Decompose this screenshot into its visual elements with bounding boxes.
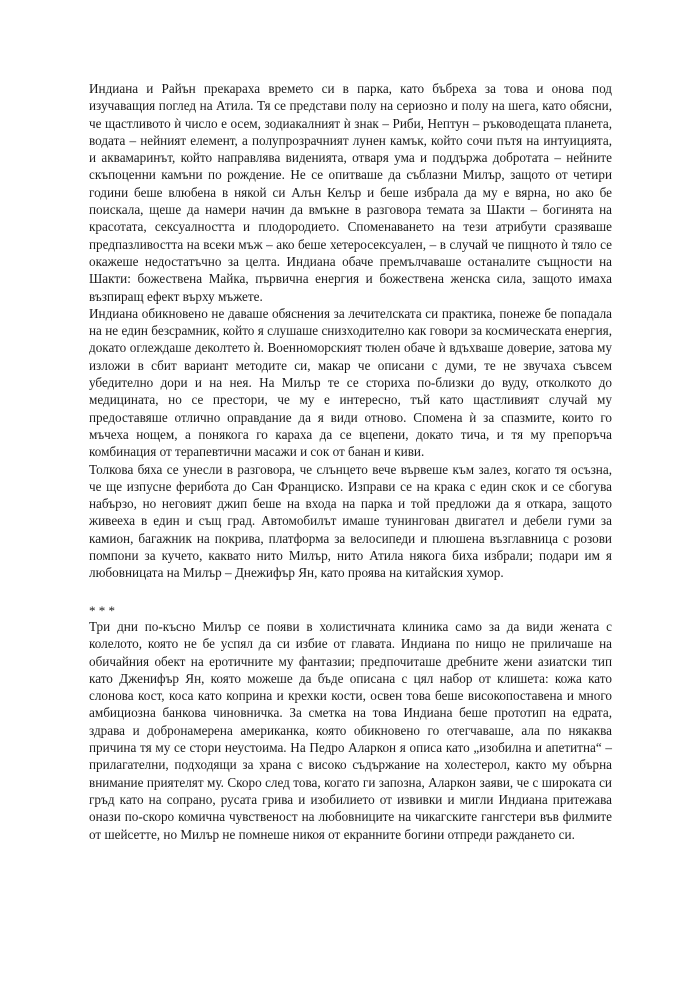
paragraph: Индиана и Райън прекараха времето си в парка, като бъбреха за това и онова под изучаващия поглед на Атила. Тя се представи полу на сериозно и полу на шега, като обясни, че щастливото ѝ число е осем, зодиакалният ѝ знак – Риби, Нептун – ръководещата планета, водата – нейният елемент, а полупрозрачният лунен камък, който сочи пътя на интуицията, и аквамаринът, който направлява виденията, отваря ума и поддържа добротата – нейните скъпоценни камъни по рождение. Не се опитваше да съблазни Милър, защото от четири години беше влюбена в някой си Алън Келър и беше избрала да му е вярна, но ако бе поискала, щеше да намери начин да вмъкне в разговора темата за Шакти – богинята на красотата, сексуалността и плодородието. Споменаването на тези атрибути сразяваше предпазливостта на всеки мъж – ако беше хетеросексуален, – в случай че пищното ѝ тяло се окажеше недостатъчно за целта. Индиана обаче премълчаваше останалите същности на Шакти: божествена Майка, първична енергия и божествена женска сила, защото имаха възпиращ ефект върху мъжете. [89,81,612,304]
section-1 [89,80,612,582]
section-separator: * * * [89,603,115,618]
section-2 [89,618,612,843]
paragraph: Толкова бяха се унесли в разговора, че слънцето вече вървеше към залез, когато тя осъзна, че ще изпусне фериботa до Сан Франциско. Изправи се на крака с един скок и се сбогува набързо, но неговият джип беше на входа на парка и той предложи да я откара, защото живееха в един и същ град. Автомобилът имаше тунингован двигател и дебели гуми за камион, багажник на покрива, платформа за велосипеди и плюшена възглавница с розови помпони за кучето, каквато нито Милър, нито Атила някога биха избрали; подари им я любовницата на Милър – Днежифър Ян, като проява на китайския хумор. [89,461,612,581]
paragraph: Три дни по-късно Милър се появи в холистичната клиника само за да види жената с колелото, която не бе успял да си избие от главата. Индиана по нищо не приличаше на обичайния обект на еротичните му фантазии; предпочиташе дребните жени азиатски тип като Дженифър Ян, която можеше да бъде описана с цял набор от клишета: кожа като слонова кост, коса като коприна и крехки кости, освен това беше високопоставена и много амбициозна банкова чиновничка. За сметка на това Индиана беше прототип на едрата, здрава и добронамерена американка, която обикновено го отегчаваше, ала по някаква причина тя му се стори неустоима. На Педро Аларкон я описа като „изобилна и апетитна“ – прилагателни, подходящи за храна с високо съдържание на холестерол, както му обърна внимание приятелят му. Скоро след това, когато ги запозна, Аларкон заяви, че с широката си гръд като на сопрано, русата грива и изобилието от извивки и мигли Индиана притежава онази по-скоро комична чувственост на любовниците на чикагските гангстери във филмите от шейсетте, но Милър не помнеше никоя от екранните богини отпреди раждането си. [89,619,612,842]
paragraph: Индиана обикновено не даваше обяснения за лечителската си практика, понеже бе попадала на не един безсрамник, който я слушаше снизходително как говори за космическата енергия, докато оглеждаше деколтето ѝ. Военноморският тюлен обаче ѝ вдъхваше доверие, затова му изложи в сбит вариант методите си, макар че описани с думи, те не звучаха съвсем убедително дори и на нея. На Милър те се сториха по-близки до вуду, отколкото до медицината, но се престори, че му е интересно, тъй като щастливият случай му предоставяше отлично оправдание да я види отново. Спомена ѝ за спазмите, които го мъчеха нощем, а понякога го караха да се вцепени, докато тича, и тя му препоръча комбинация от терапевтични масажи и сок от банан и киви. [89,305,612,460]
